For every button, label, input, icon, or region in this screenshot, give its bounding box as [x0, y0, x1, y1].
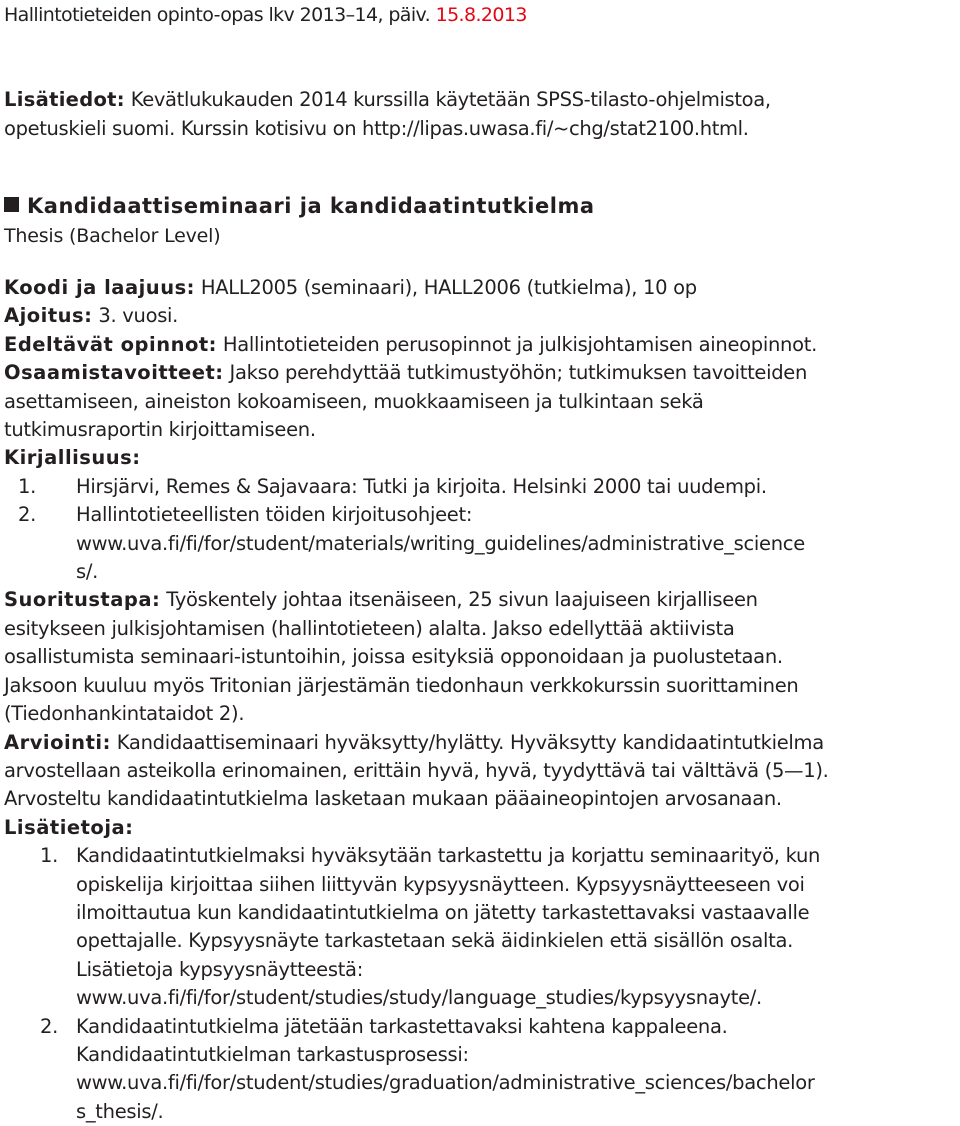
list-item-line: Hirsjärvi, Remes & Sajavaara: Tutki ja kirjoita. Helsinki 2000 tai uudempi.	[76, 474, 767, 498]
list-item-line: Kandidaatintutkielman tarkastusprosessi:	[76, 1042, 469, 1066]
course-details	[4, 274, 956, 1126]
intro-line-1: Kevätlukukauden 2014 kurssilla käytetään SPSS-tilasto-ohjelmistoa,	[124, 88, 771, 111]
list-item-line: s_thesis/.	[76, 1099, 164, 1123]
list-item-line: Hallintotieteellisten töiden kirjoitusohjeet:	[76, 503, 473, 527]
koodi-row	[4, 274, 956, 302]
list-item-line: opiskelija kirjoittaa siihen liittyvän kypsyysnäytteen. Kypsyysnäytteeseen voi	[76, 872, 805, 896]
edeltavat-row	[4, 331, 956, 359]
arviointi-line-1: Kandidaattiseminaari hyväksytty/hylätty. Hyväksytty kandidaatintutkielma	[110, 730, 824, 754]
suoritus-row	[4, 586, 956, 614]
list-item-line: opettajalle. Kypsyysnäyte tarkastetaan sekä äidinkielen että sisällön osalta.	[76, 929, 793, 953]
header-date: 15.8.2013	[435, 4, 527, 26]
intro-label: Lisätiedot:	[4, 88, 125, 111]
edeltavat-value: Hallintotieteiden perusopinnot ja julkisjohtamisen aineopinnot.	[216, 332, 817, 356]
arviointi-row	[4, 729, 956, 757]
osaamis-label: Osaamistavoitteet:	[4, 361, 224, 385]
list-number: 2.	[40, 1014, 59, 1038]
section-subtitle: Thesis (Bachelor Level)	[4, 225, 221, 247]
ajoitus-row	[4, 302, 956, 330]
suoritus-line-4: Jaksoon kuuluu myös Tritonian järjestämän tiedonhaun verkkokurssin suorittaminen	[4, 673, 799, 697]
section-title	[4, 192, 595, 220]
intro-line-2: opetuskieli suomi. Kurssin kotisivu on http://lipas.uwasa.fi/~chg/stat2100.html.	[4, 117, 749, 140]
lisatietoja-item-2	[4, 1013, 956, 1126]
suoritus-line-2: esitykseen julkisjohtamisen (hallintotieteen) alalta. Jakso edellyttää aktiivista	[4, 616, 735, 640]
osaamis-row	[4, 359, 956, 387]
list-item-link[interactable]: www.uva.fi/fi/for/student/studies/graduation/administrative_sciences/bachelor	[76, 1071, 815, 1095]
suoritus-label: Suoritustapa:	[4, 588, 161, 612]
header-text: Hallintotieteiden opinto-opas lkv 2013–14, päiv.	[4, 4, 431, 26]
suoritus-line-1: Työskentely johtaa itsenäiseen, 25 sivun laajuiseen kirjalliseen	[160, 588, 758, 612]
arviointi-label: Arviointi:	[4, 730, 111, 754]
list-item-link[interactable]: www.uva.fi/fi/for/student/studies/study/language_studies/kypsyysnayte/.	[76, 986, 762, 1010]
suoritus-line-3: osallistumista seminaari-istuntoihin, joissa esityksiä opponoidaan ja puolustetaan.	[4, 645, 783, 669]
koodi-label: Koodi ja laajuus:	[4, 276, 195, 299]
bullet-square-icon	[4, 197, 19, 212]
lisatietoja-label: Lisätietoja:	[4, 815, 134, 839]
osaamis-line-2: asettamiseen, aineiston kokoamiseen, muokkaamiseen ja tulkintaan sekä	[4, 389, 704, 413]
list-item-line: Kandidaatintutkielmaksi hyväksytään tarkastettu ja korjattu seminaarityö, kun	[76, 844, 821, 868]
ajoitus-value: 3. vuosi.	[92, 304, 179, 328]
arviointi-line-3: Arvosteltu kandidaatintutkielma lasketaan mukaan pääaineopintojen arvosanaan.	[4, 787, 782, 811]
list-item-line: s/.	[76, 560, 99, 584]
list-number: 1.	[40, 844, 59, 868]
list-item-line: Kandidaatintutkielma jätetään tarkastettavaksi kahtena kappaleena.	[76, 1014, 728, 1038]
list-item-line: ilmoittautua kun kandidaatintutkielma on jätetty tarkastettavaksi vastaavalle	[76, 900, 810, 924]
suoritus-line-5: (Tiedonhankintataidot 2).	[4, 702, 245, 726]
list-item-link[interactable]: www.uva.fi/fi/for/student/materials/writing_guidelines/administrative_science	[76, 531, 805, 555]
osaamis-line-3: tutkimusraportin kirjoittamiseen.	[4, 418, 316, 442]
osaamis-line-1: Jakso perehdyttää tutkimustyöhön; tutkimuksen tavoitteiden	[223, 361, 808, 385]
kirjallisuus-item-1	[4, 473, 956, 501]
intro-paragraph	[4, 85, 954, 143]
ajoitus-label: Ajoitus:	[4, 304, 93, 328]
edeltavat-label: Edeltävät opinnot:	[4, 332, 217, 356]
section-title-text: Kandidaattiseminaari ja kandidaatintutkielma	[27, 194, 595, 218]
lisatietoja-item-1	[4, 842, 956, 1012]
kirjallisuus-item-2	[4, 501, 956, 586]
arviointi-line-2: arvostellaan asteikolla erinomainen, erittäin hyvä, hyvä, tyydyttävä tai välttävä (5—1).	[4, 758, 829, 782]
list-item-line: Lisätietoja kypsyysnäytteestä:	[76, 957, 363, 981]
koodi-value: HALL2005 (seminaari), HALL2006 (tutkielma), 10 op	[194, 276, 697, 299]
page-header	[4, 4, 527, 26]
list-number: 2.	[18, 503, 37, 527]
kirjallisuus-label: Kirjallisuus:	[4, 446, 141, 470]
list-number: 1.	[18, 474, 37, 498]
